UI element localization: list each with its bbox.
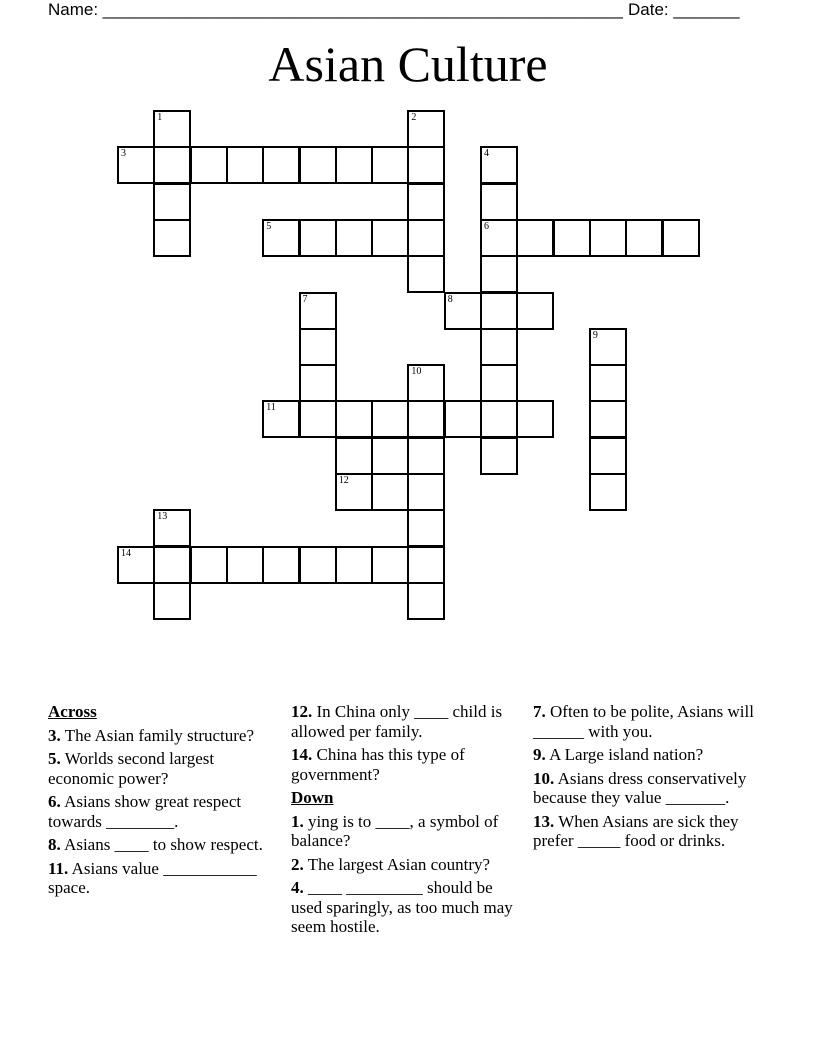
crossword-cell[interactable] [262, 400, 300, 438]
crossword-cell[interactable] [335, 546, 373, 584]
crossword-cell[interactable] [153, 146, 191, 184]
crossword-cell[interactable] [371, 546, 409, 584]
clue-across-12: 12. In China only ____ child is allowed per family. [291, 702, 503, 741]
clue-number: 10 [411, 366, 422, 378]
crossword-cell[interactable] [480, 255, 518, 293]
clue-down-4: 4. ____ _________ should be used sparingly, as too much may seem hostile. [291, 878, 513, 936]
clue-down-2: 2. The largest Asian country? [291, 854, 491, 874]
crossword-cell[interactable] [117, 546, 155, 584]
crossword-cell[interactable] [662, 219, 700, 257]
crossword-cell[interactable] [407, 400, 445, 438]
clue-number: 14 [121, 547, 131, 559]
crossword-cell[interactable] [371, 400, 409, 438]
clue-across-14: 14. China has this type of government? [291, 745, 465, 784]
crossword-cell[interactable] [589, 400, 627, 438]
crossword-cell[interactable] [153, 546, 191, 584]
crossword-cell[interactable] [335, 437, 373, 475]
crossword-cell[interactable] [480, 292, 518, 330]
clue-number: 2 [411, 112, 417, 123]
clue-across-11: 11. Asians value ___________ space. [48, 858, 257, 897]
crossword-cell[interactable] [335, 473, 373, 511]
clue-down-13: 13. When Asians are sick they prefer _____ food or drinks. [533, 811, 739, 850]
clue-number: 1 [157, 112, 163, 123]
crossword-cell[interactable] [516, 219, 554, 257]
crossword-cell[interactable] [335, 400, 373, 438]
clue-across-6: 6. Asians show great respect towards ________. [48, 792, 242, 831]
crossword-cell[interactable] [371, 219, 409, 257]
crossword-cell[interactable] [153, 509, 191, 547]
crossword-cell[interactable] [589, 437, 627, 475]
clue-across-3: 3. The Asian family structure? [48, 725, 255, 745]
clue-number: 3 [121, 148, 126, 160]
clue-number: 7 [302, 293, 308, 305]
crossword-cell[interactable] [516, 400, 554, 438]
clue-across-5: 5. Worlds second largest economic power? [48, 749, 215, 788]
crossword-cell[interactable] [444, 400, 482, 438]
crossword-cell[interactable] [480, 146, 518, 184]
crossword-cell[interactable] [589, 219, 627, 257]
crossword-cell[interactable] [153, 582, 191, 620]
crossword-cell[interactable] [589, 364, 627, 402]
clue-down-9: 9. A Large island nation? [533, 745, 704, 764]
crossword-cell[interactable] [299, 292, 337, 330]
crossword-cell[interactable] [226, 146, 264, 184]
crossword-cell[interactable] [299, 146, 337, 184]
clue-number: 11 [266, 402, 276, 414]
page-title: Asian Culture [268, 36, 548, 92]
crossword-cell[interactable] [480, 219, 518, 257]
clue-across-8: 8. Asians ____ to show respect. [48, 835, 263, 854]
clue-number: 13 [157, 511, 168, 523]
crossword-cell[interactable] [480, 183, 518, 221]
clue-number: 8 [447, 293, 453, 305]
crossword-cell[interactable] [299, 546, 337, 584]
crossword-cell[interactable] [589, 473, 627, 511]
crossword-cell[interactable] [335, 219, 373, 257]
crossword-cell[interactable] [262, 219, 300, 257]
crossword-cell[interactable] [480, 364, 518, 402]
crossword-cell[interactable] [480, 400, 518, 438]
crossword-cell[interactable] [299, 219, 337, 257]
crossword-cell[interactable] [190, 546, 228, 584]
crossword-cell[interactable] [226, 546, 264, 584]
crossword-cell[interactable] [407, 183, 445, 221]
crossword-cell[interactable] [407, 255, 445, 293]
crossword-cell[interactable] [153, 110, 191, 148]
crossword-cell[interactable] [190, 146, 228, 184]
crossword-cell[interactable] [262, 146, 300, 184]
clue-down-10: 10. Asians dress conservatively because they value _______. [533, 768, 747, 807]
crossword-cell[interactable] [407, 473, 445, 511]
clue-column-1 [48, 702, 273, 902]
across-heading: Across [48, 702, 97, 721]
crossword-cell[interactable] [407, 437, 445, 475]
crossword-cell[interactable] [407, 219, 445, 257]
clue-number: 6 [484, 220, 489, 232]
crossword-cell[interactable] [153, 219, 191, 257]
crossword-cell[interactable] [516, 292, 554, 330]
crossword-cell[interactable] [153, 183, 191, 221]
crossword-cell[interactable] [299, 364, 337, 402]
crossword-cell[interactable] [299, 328, 337, 366]
crossword-cell[interactable] [371, 473, 409, 511]
crossword-cell[interactable] [371, 437, 409, 475]
down-heading: Down [291, 788, 334, 807]
crossword-cell[interactable] [299, 400, 337, 438]
clue-number: 12 [338, 475, 349, 486]
crossword-cell[interactable] [589, 328, 627, 366]
clue-column-2 [291, 702, 519, 941]
crossword-cell[interactable] [262, 546, 300, 584]
clue-number: 9 [592, 329, 598, 341]
crossword-cell[interactable] [371, 146, 409, 184]
clue-down-7: 7. Often to be polite, Asians will ______ with you. [533, 702, 754, 741]
crossword-cell[interactable] [407, 110, 445, 148]
clue-number: 4 [484, 148, 489, 160]
name-line: Name: _______________________________________________________ [48, 0, 623, 19]
crossword-cell[interactable] [407, 546, 445, 584]
date-line: Date: _______ [628, 0, 740, 19]
crossword-cell[interactable] [407, 364, 445, 402]
crossword-cell[interactable] [480, 328, 518, 366]
crossword-cell[interactable] [407, 509, 445, 547]
crossword-cell[interactable] [625, 219, 663, 257]
crossword-cell[interactable] [480, 437, 518, 475]
crossword-cell[interactable] [444, 292, 482, 330]
clue-down-1: 1. ying is to ____, a symbol of balance? [291, 811, 499, 850]
crossword-cell[interactable] [335, 146, 373, 184]
crossword-cell[interactable] [117, 146, 155, 184]
clue-number: 5 [266, 220, 272, 232]
crossword-cell[interactable] [407, 582, 445, 620]
clue-column-3 [533, 702, 763, 855]
crossword-cell[interactable] [407, 146, 445, 184]
crossword-cell[interactable] [553, 219, 591, 257]
